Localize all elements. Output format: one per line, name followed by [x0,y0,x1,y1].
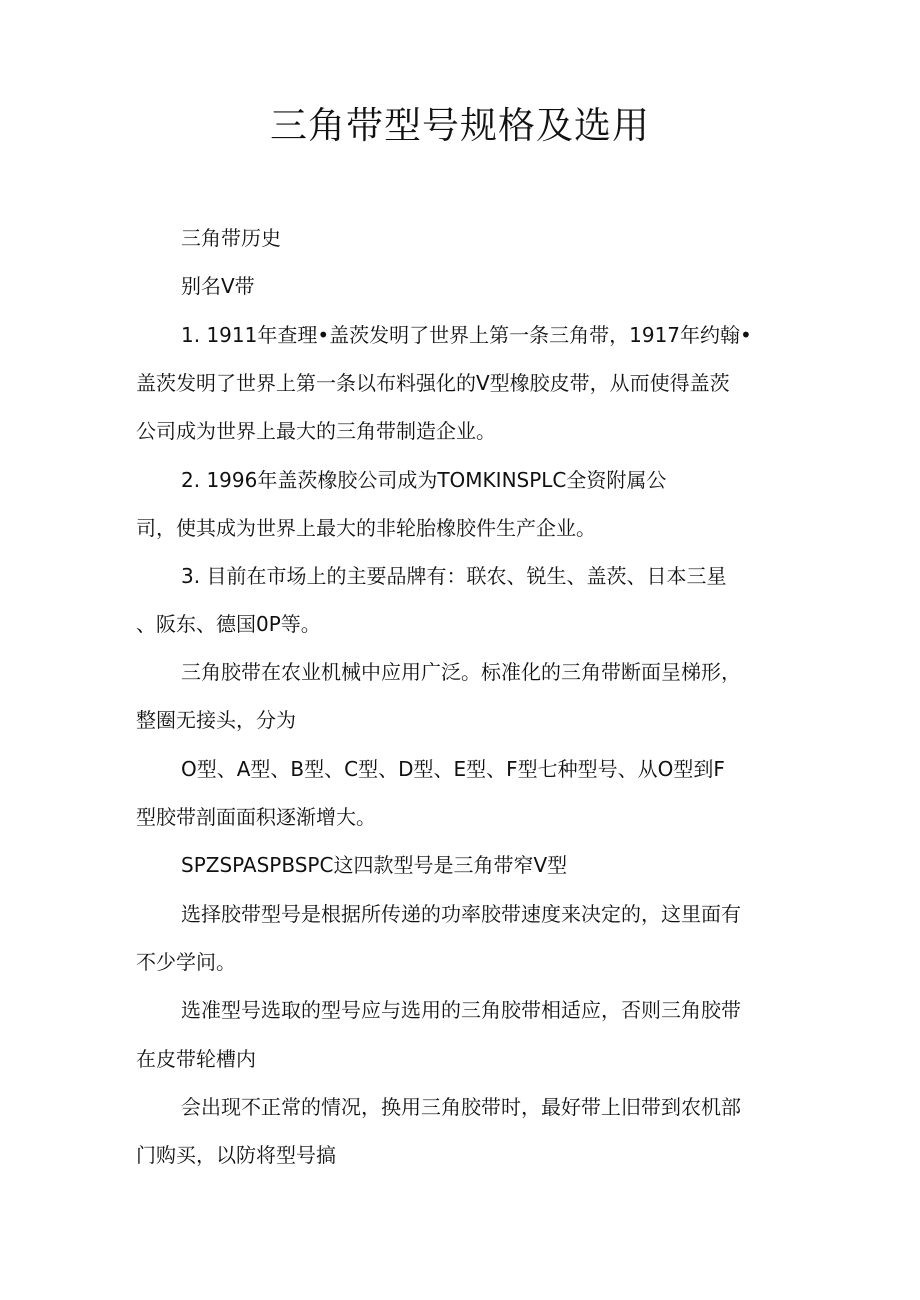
paragraph-line: 三角带历史 [181,226,281,250]
paragraph-line: 会出现不正常的情况，换用三角胶带时，最好带上旧带到农机部 [181,1095,741,1119]
paragraph-line: 1. 1911年查理•盖茨发明了世界上第一条三角带，1917年约翰• [181,323,752,347]
paragraph-line: 三角胶带在农业机械中应用广泛。标准化的三角带断面呈梯形， [181,660,741,684]
paragraph-line: 司，使其成为世界上最大的非轮胎橡胶件生产企业。 [136,516,596,540]
paragraph-line: 选准型号选取的型号应与选用的三角胶带相适应，否则三角胶带 [181,998,741,1022]
paragraph-line: 、阪东、德国0P等。 [136,612,321,636]
paragraph-line: 在皮带轮槽内 [136,1047,256,1071]
paragraph-line: 公司成为世界上最大的三角带制造企业。 [136,419,496,443]
paragraph-line: 整圈无接头，分为 [136,708,296,732]
paragraph-line: 别名V带 [181,274,255,298]
paragraph-line: 2. 1996年盖茨橡胶公司成为TOMKINSPLC全资附属公 [181,468,667,492]
paragraph-line: O型、A型、B型、C型、D型、E型、F型七种型号、从O型到F [181,757,725,781]
paragraph-line: 不少学问。 [136,950,236,974]
paragraph-line: 3. 目前在市场上的主要品牌有：联农、锐生、盖茨、日本三星 [181,564,727,588]
paragraph-line: 型胶带剖面面积逐渐增大。 [136,805,376,829]
paragraph-line: SPZSPASPBSPC这四款型号是三角带窄V型 [181,853,568,877]
paragraph-line: 选择胶带型号是根据所传递的功率胶带速度来决定的，这里面有 [181,902,741,926]
paragraph-line: 门购买，以防将型号搞 [136,1143,336,1167]
document-title: 三角带型号规格及选用 [270,104,650,147]
paragraph-line: 盖茨发明了世界上第一条以布料强化的V型橡胶皮带，从而使得盖茨 [136,371,730,395]
